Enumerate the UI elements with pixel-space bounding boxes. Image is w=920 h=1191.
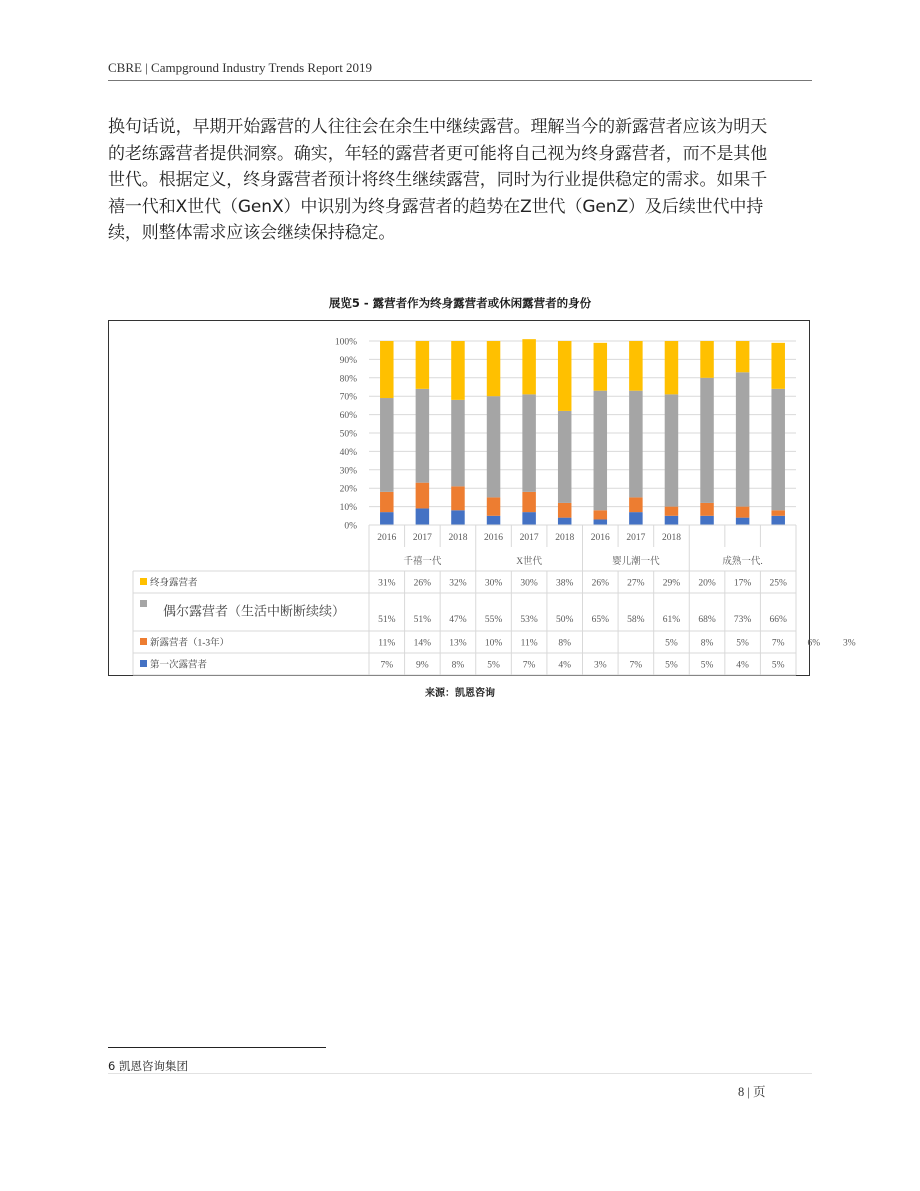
table-cell: 29% [662, 578, 681, 589]
paragraph-line: 禧一代和X世代（GenX）中识别为终身露营者的趋势在Z世代（GenZ）及后续世代中持 [108, 196, 764, 217]
bar-segment [629, 512, 643, 525]
table-cell: 7% [522, 660, 536, 671]
table-cell: 53% [520, 615, 538, 625]
table-cell: 14% [413, 638, 432, 649]
bar-segment [380, 512, 394, 525]
table-cell: 7% [771, 638, 785, 649]
x-tick-label: 2016 [484, 533, 504, 543]
bar-segment [594, 391, 608, 511]
bar-segment [594, 343, 608, 391]
table-cell: 51% [413, 615, 432, 625]
bar-segment [771, 516, 785, 525]
bar-segment [771, 343, 785, 389]
x-tick-label: 2016 [377, 533, 397, 543]
table-cell: 32% [449, 578, 467, 589]
bar-segment [416, 483, 430, 509]
bar-segment [594, 510, 608, 519]
table-cell: 8% [558, 638, 572, 649]
bar-segment [736, 372, 750, 506]
bar-segment [416, 341, 430, 389]
table-cell: 31% [378, 578, 396, 589]
bar-segment [451, 341, 465, 400]
table-cell: 30% [520, 578, 538, 589]
paragraph-line: 世代。根据定义，终身露营者预计将终生继续露营，同时为行业提供稳定的需求。如果千 [108, 170, 768, 191]
x-tick-label: 2018 [448, 533, 468, 543]
y-tick-label: 100% [334, 337, 357, 348]
bar-segment [700, 503, 714, 516]
y-tick-label: 40% [339, 447, 357, 458]
y-tick-label: 80% [339, 374, 357, 385]
x-tick-label: 2017 [519, 533, 539, 543]
table-cell: 20% [698, 578, 716, 589]
table-cell: 10% [484, 638, 503, 649]
bar-segment [700, 341, 714, 378]
table-cell: 47% [449, 615, 467, 625]
x-group-label: 成熟一代. [722, 557, 763, 567]
bar-segment [558, 518, 572, 525]
bar-segment [736, 341, 750, 372]
x-tick-label: 2016 [590, 533, 610, 543]
paragraph-line: 续，则整体需求应该会继续保持稳定。 [108, 223, 396, 244]
bar-segment [558, 411, 572, 503]
bar-segment [487, 341, 501, 396]
y-tick-label: 50% [339, 429, 357, 440]
table-cell: 7% [380, 660, 394, 671]
bar-segment [665, 516, 679, 525]
table-cell: 5% [487, 660, 500, 671]
x-group-label: 千禧一代 [403, 557, 442, 567]
table-cell: 66% [769, 615, 787, 625]
y-tick-label: 0% [344, 521, 357, 532]
footnote: 6 凯恩咨询集团 [108, 1059, 188, 1073]
bar-segment [629, 497, 643, 512]
table-cell: 25% [769, 578, 787, 589]
bar-segment [665, 507, 679, 516]
bar-segment [522, 492, 536, 512]
table-row-label: 第一次露营者 [150, 660, 208, 671]
footnote-divider [108, 1047, 326, 1048]
table-cell: 5% [736, 638, 749, 649]
table-cell: 26% [591, 578, 610, 589]
y-tick-label: 10% [339, 503, 357, 514]
table-row-label: 偶尔露营者（生活中断断续续） [163, 603, 346, 619]
bar-segment [522, 339, 536, 394]
table-cell: 5% [700, 660, 714, 671]
table-cell: 3% [843, 638, 856, 649]
table-cell: 11% [520, 638, 538, 649]
bar-segment [487, 497, 501, 515]
table-cell: 11% [378, 638, 396, 649]
bar-segment [665, 394, 679, 506]
bar-segment [380, 492, 394, 512]
bar-segment [451, 510, 465, 525]
x-tick-label: 2017 [626, 533, 646, 543]
table-cell: 27% [627, 578, 645, 589]
exhibit-title: 展览5 - 露营者作为终身露营者或休闲露营者的身份 [328, 296, 592, 310]
y-tick-label: 20% [339, 484, 357, 495]
report-header: CBRE | Campground Industry Trends Report 2019 [108, 60, 373, 75]
table-cell: 5% [665, 638, 678, 649]
table-row-label: 终身露营者 [150, 578, 198, 589]
bar-segment [629, 391, 643, 498]
table-cell: 61% [662, 615, 681, 625]
table-cell: 8% [700, 638, 714, 649]
table-cell: 30% [484, 578, 503, 589]
x-tick-label: 2018 [661, 533, 681, 543]
bar-segment [487, 396, 501, 497]
table-cell: 73% [733, 615, 752, 625]
y-tick-label: 90% [339, 355, 357, 366]
table-cell: 5% [665, 660, 678, 671]
table-cell: 13% [449, 638, 467, 649]
table-cell: 38% [555, 578, 574, 589]
chart-frame [108, 320, 856, 676]
bar-segment [771, 510, 785, 516]
bar-segment [629, 341, 643, 391]
table-cell: 8% [451, 660, 465, 671]
table-cell: 6% [807, 638, 821, 649]
bar-segment [594, 519, 608, 525]
legend-swatch [140, 638, 147, 645]
table-cell: 3% [593, 660, 607, 671]
bar-segment [558, 503, 572, 518]
table-cell: 17% [733, 578, 752, 589]
y-tick-label: 70% [339, 392, 357, 403]
table-cell: 51% [378, 615, 396, 625]
bar-segment [451, 400, 465, 486]
table-cell: 7% [629, 660, 643, 671]
page-number: 8 | 页 [738, 1085, 766, 1099]
footer-divider [108, 1073, 812, 1074]
legend-swatch [140, 578, 147, 585]
bar-segment [736, 507, 750, 518]
stacked-bar-chart [109, 321, 856, 675]
table-cell: 4% [736, 660, 749, 671]
body-paragraph [108, 114, 820, 247]
bar-segment [700, 516, 714, 525]
bar-segment [416, 508, 430, 525]
bar-segment [416, 389, 430, 483]
bar-segment [451, 486, 465, 510]
exhibit-source: 来源：凯恩咨询 [425, 688, 495, 699]
x-tick-label: 2018 [555, 533, 575, 543]
legend-swatch [140, 600, 147, 607]
bar-segment [771, 389, 785, 510]
table-cell: 5% [771, 660, 785, 671]
table-cell: 50% [555, 615, 574, 625]
bar-segment [700, 378, 714, 503]
bar-segment [522, 394, 536, 492]
bar-segment [665, 341, 679, 394]
table-cell: 26% [413, 578, 432, 589]
y-tick-label: 60% [339, 411, 357, 422]
y-tick-label: 30% [339, 466, 357, 477]
table-cell: 4% [558, 660, 572, 671]
x-group-label: 婴儿潮一代 [612, 557, 660, 567]
table-cell: 58% [627, 615, 645, 625]
header-divider [108, 80, 812, 81]
bar-segment [558, 341, 572, 411]
x-tick-label: 2017 [412, 533, 432, 543]
paragraph-line: 的老练露营者提供洞察。确实，年轻的露营者更可能将自己视为终身露营者，而不是其他 [108, 143, 768, 164]
legend-swatch [140, 660, 147, 667]
bar-segment [380, 341, 394, 398]
table-cell: 55% [484, 615, 503, 625]
bar-segment [522, 512, 536, 525]
table-cell: 68% [698, 615, 716, 625]
table-row-label: 新露营者（1-3年） [150, 638, 230, 649]
bar-segment [736, 518, 750, 525]
table-cell: 9% [416, 660, 429, 671]
x-group-label: X世代 [516, 557, 543, 567]
table-cell: 65% [591, 615, 610, 625]
bar-segment [380, 398, 394, 492]
bar-segment [487, 516, 501, 525]
paragraph-line: 换句话说，早期开始露营的人往往会在余生中继续露营。理解当今的新露营者应该为明天 [108, 117, 768, 137]
